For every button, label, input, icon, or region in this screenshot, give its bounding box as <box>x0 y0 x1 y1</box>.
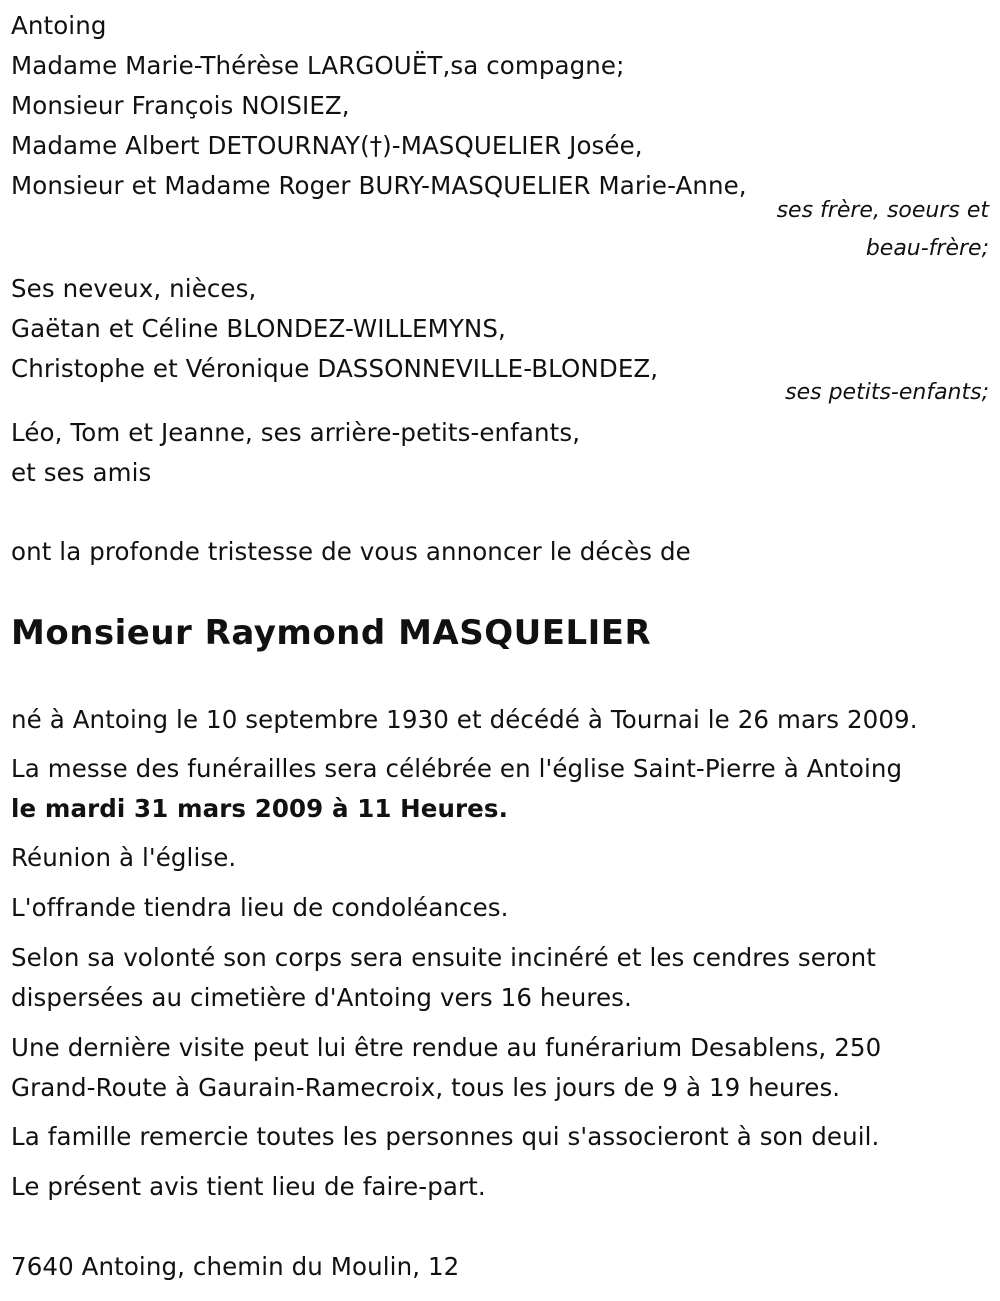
announcement-intro: ont la profonde tristesse de vous annoncer le décès de <box>11 537 691 566</box>
deceased-name: Monsieur Raymond MASQUELIER <box>11 613 652 653</box>
place-heading: Antoing <box>11 11 107 40</box>
family-line-sister-1: Madame Albert DETOURNAY(†)-MASQUELIER Josée, <box>11 131 643 160</box>
offering-line: L'offrande tiendra lieu de condoléances. <box>11 893 509 922</box>
mass-line: La messe des funérailles sera célébrée en l'église Saint-Pierre à Antoing <box>11 754 903 783</box>
family-line-companion: Madame Marie-Thérèse LARGOUËT,sa compagne; <box>11 51 625 80</box>
grandchildren-line-1: Gaëtan et Céline BLONDEZ-WILLEMYNS, <box>11 314 506 343</box>
mass-date: le mardi 31 mars 2009 à 11 Heures. <box>11 794 508 823</box>
family-line-brother: Monsieur François NOISIEZ, <box>11 91 350 120</box>
friends-line: et ses amis <box>11 458 152 487</box>
grandchildren-role: ses petits-enfants; <box>785 380 989 405</box>
cremation-line-1: Selon sa volonté son corps sera ensuite incinéré et les cendres seront <box>11 943 876 972</box>
birth-death-line: né à Antoing le 10 septembre 1930 et décédé à Tournai le 26 mars 2009. <box>11 705 918 734</box>
notice-line: Le présent avis tient lieu de faire-part. <box>11 1172 486 1201</box>
visit-line-2: Grand-Route à Gaurain-Ramecroix, tous les jours de 9 à 19 heures. <box>11 1073 841 1102</box>
siblings-role-line-1: ses frère, soeurs et <box>776 198 989 223</box>
great-grandchildren-line: Léo, Tom et Jeanne, ses arrière-petits-enfants, <box>11 418 581 447</box>
thanks-line: La famille remercie toutes les personnes qui s'associeront à son deuil. <box>11 1122 880 1151</box>
siblings-role-line-2: beau-frère; <box>865 236 989 261</box>
family-line-sister-2: Monsieur et Madame Roger BURY-MASQUELIER Marie-Anne, <box>11 171 747 200</box>
grandchildren-line-2: Christophe et Véronique DASSONNEVILLE-BLONDEZ, <box>11 354 659 383</box>
address-line: 7640 Antoing, chemin du Moulin, 12 <box>11 1252 460 1281</box>
visit-line-1: Une dernière visite peut lui être rendue au funérarium Desablens, 250 <box>11 1033 882 1062</box>
meeting-line: Réunion à l'église. <box>11 843 237 872</box>
nephews-line: Ses neveux, nièces, <box>11 274 257 303</box>
cremation-line-2: dispersées au cimetière d'Antoing vers 16 heures. <box>11 983 632 1012</box>
